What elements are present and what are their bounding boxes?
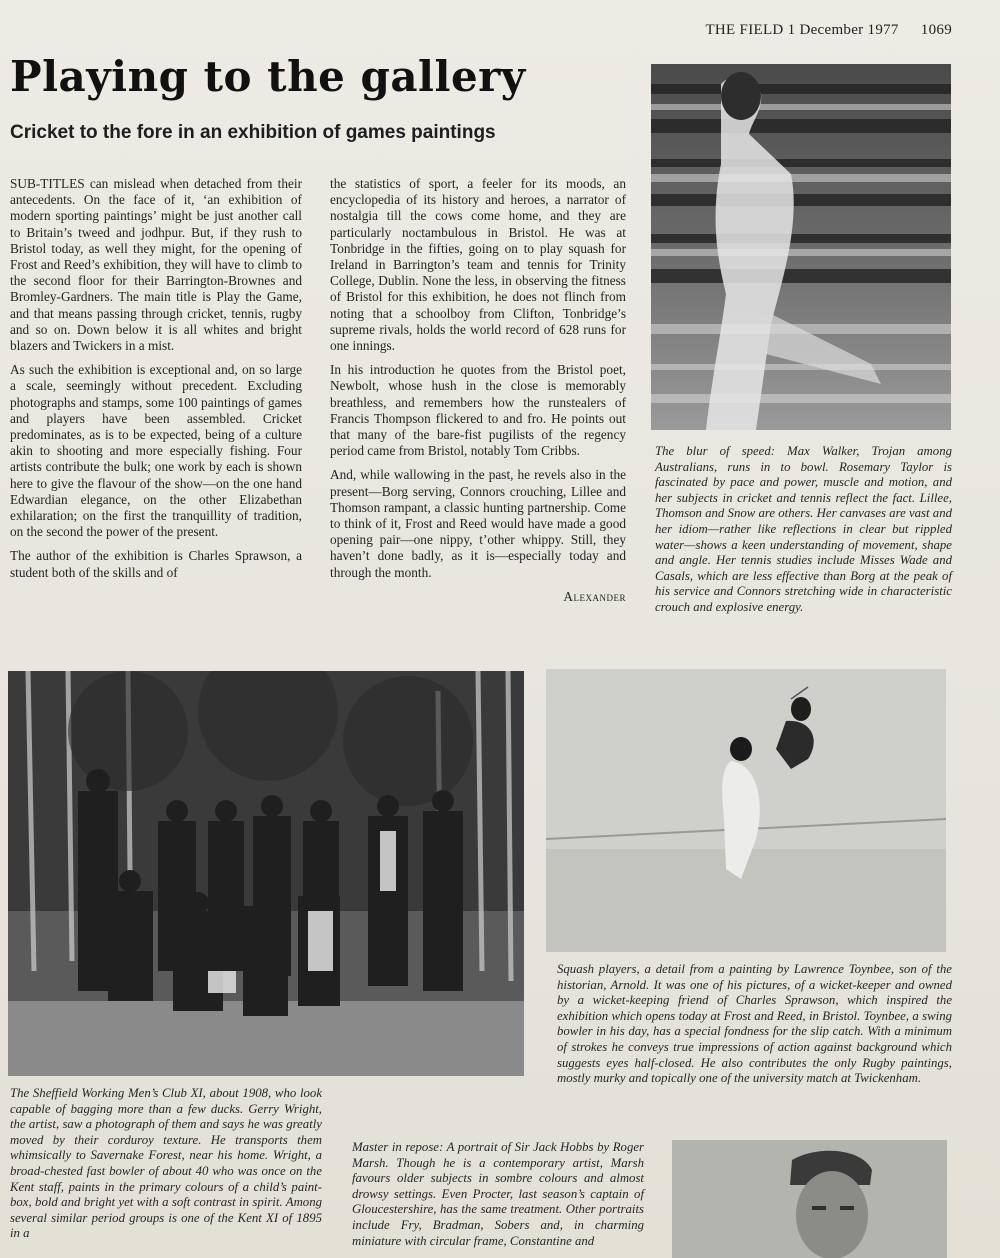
article-column-1	[10, 176, 302, 589]
sheffield-xi-image	[8, 671, 524, 1076]
caption-jack-hobbs: Master in repose: A portrait of Sir Jack Hobbs by Roger Marsh. Though he is a contemporary artist, Marsh favours older subjects in sombre colours and almost drowsy settings. Even Procter, last season’s captain of Gloucestershire, has the same treatment. Other portraits include Fry, Bradman, Sobers and, in charming miniature with circular frame, Constantine and	[352, 1140, 644, 1248]
paragraph: As such the exhibition is exceptional and, on so large a scale, seemingly without precedent. Excluding photographs and stamps, some 100 paintings of games and players have been assembled. Cricket predominates, as is to be expected, being of a culture akin to shooting and more especially fishing. Four artists contribute the bulk; one work by each is shown here to give the flavour of the show—on the one hand Edwardian elegance, on the other Elizabethan exhilaration; on the first the tranquillity of tradition, on the second the power of the present.	[10, 362, 302, 540]
subheadline: Cricket to the fore in an exhibition of games paintings	[10, 122, 496, 143]
publication-dateline: THE FIELD 1 December 1977	[705, 22, 899, 38]
paragraph: And, while wallowing in the past, he revels also in the present—Borg serving, Connors crouching, Lillee and Thomson rampant, a classic hunting partnership. Come to think of it, Frost and Reed would have made a good opening pair—one nippy, t’other whippy. Still, they haven’t done badly, as it is—especially today and through the month.	[330, 467, 626, 580]
squash-players-image	[546, 669, 946, 952]
max-walker-image	[651, 64, 951, 430]
byline: Alexander	[563, 588, 626, 604]
headline: Playing to the gallery	[10, 52, 526, 101]
masthead	[705, 22, 952, 39]
page-number: 1069	[920, 22, 952, 38]
painting-sheffield-xi	[8, 671, 524, 1076]
paragraph: the statistics of sport, a feeler for its moods, an encyclopedia of its history and heroes, a narrator of nostalgia till the cows come home, and they are particularly noctambulous in Bristol. He was at Tonbridge in the fifties, going on to play squash for Ireland in Barrington’s team and tennis for Trinity College, Dublin. None the less, in observing the fitness of Bristol for this exhibition, he does not flinch from noting that a schoolboy from Clifton, Tonbridge’s supreme rivals, holds the world record of 628 runs for one innings.	[330, 176, 626, 354]
painting-squash-players	[546, 669, 946, 952]
paragraph: In his introduction he quotes from the Bristol poet, Newbolt, whose hush in the close is memorably breathless, and remembers how the runstealers of Francis Thompson flickered to and fro. He points out that many of the bare-fist pugilists of the regency period came from Bristol, notably Tom Cribbs.	[330, 362, 626, 459]
article-column-2	[330, 176, 626, 613]
paragraph: The author of the exhibition is Charles Sprawson, a student both of the skills and of	[10, 548, 302, 580]
jack-hobbs-image	[672, 1140, 947, 1258]
caption-max-walker: The blur of speed: Max Walker, Trojan among Australians, runs in to bowl. Rosemary Taylor is fascinated by pace and power, muscle and motion, and her subjects in cricket and tennis reflect the fact. Lillee, Thomson and Snow are others. Her canvases are vast and her idiom—rather like reflections in clear but rippled water—shows a keen understanding of movement, shape and angle. Her tennis studies include Misses Wade and Casals, which are less effective than Borg at the peak of his service and Connors stretching wide in characteristic crouch and explosive energy.	[655, 444, 952, 614]
portrait-jack-hobbs	[672, 1140, 947, 1258]
caption-squash-players: Squash players, a detail from a painting by Lawrence Toynbee, son of the historian, Arnold. It was one of his pictures, of a wicket-keeper and owned by a wicket-keeping friend of Charles Sprawson, which inspired the exhibition which opens today at Frost and Reed, in Bristol. Toynbee, a swing bowler in his day, has a special fondness for the slip catch. With a minimum of strokes he conveys true impressions of action against background which suggests eyes half-closed. He also contributes the only Rugby paintings, mostly murky and topically one of the university match at Twickenham.	[557, 962, 952, 1086]
caption-sheffield-xi: The Sheffield Working Men’s Club XI, about 1908, who look capable of bagging more than a few ducks. Gerry Wright, the artist, saw a photograph of them and says he was greatly moved by their corduroy texture. He transports them whimsically to Savernake Forest, near his home. Wright, a broad-chested fast bowler of about 40 who was once on the Kent staff, paints in the primary colours of a child’s paint-box, bold and bright yet with a soft contrast in spirit. Among several similar period groups is one of the Kent XI of 1895 in a	[10, 1086, 322, 1241]
painting-max-walker	[651, 64, 951, 430]
paragraph: SUB-TITLES can mislead when detached from their antecedents. On the face of it, ‘an exhibition of modern sporting paintings’ might be just another call to Britain’s tweed and jodhpur. But, if they rush to Bristol today, as well they might, for the opening of Frost and Reed’s exhibition, they will have to climb to the second floor for their Barrington-Brownes and Bromley-Gardners. The main title is Play the Game, and that means passing through cricket, tennis, rugby and so on. Down below it is all whites and bright blazers and Twickers in a mist.	[10, 176, 302, 354]
